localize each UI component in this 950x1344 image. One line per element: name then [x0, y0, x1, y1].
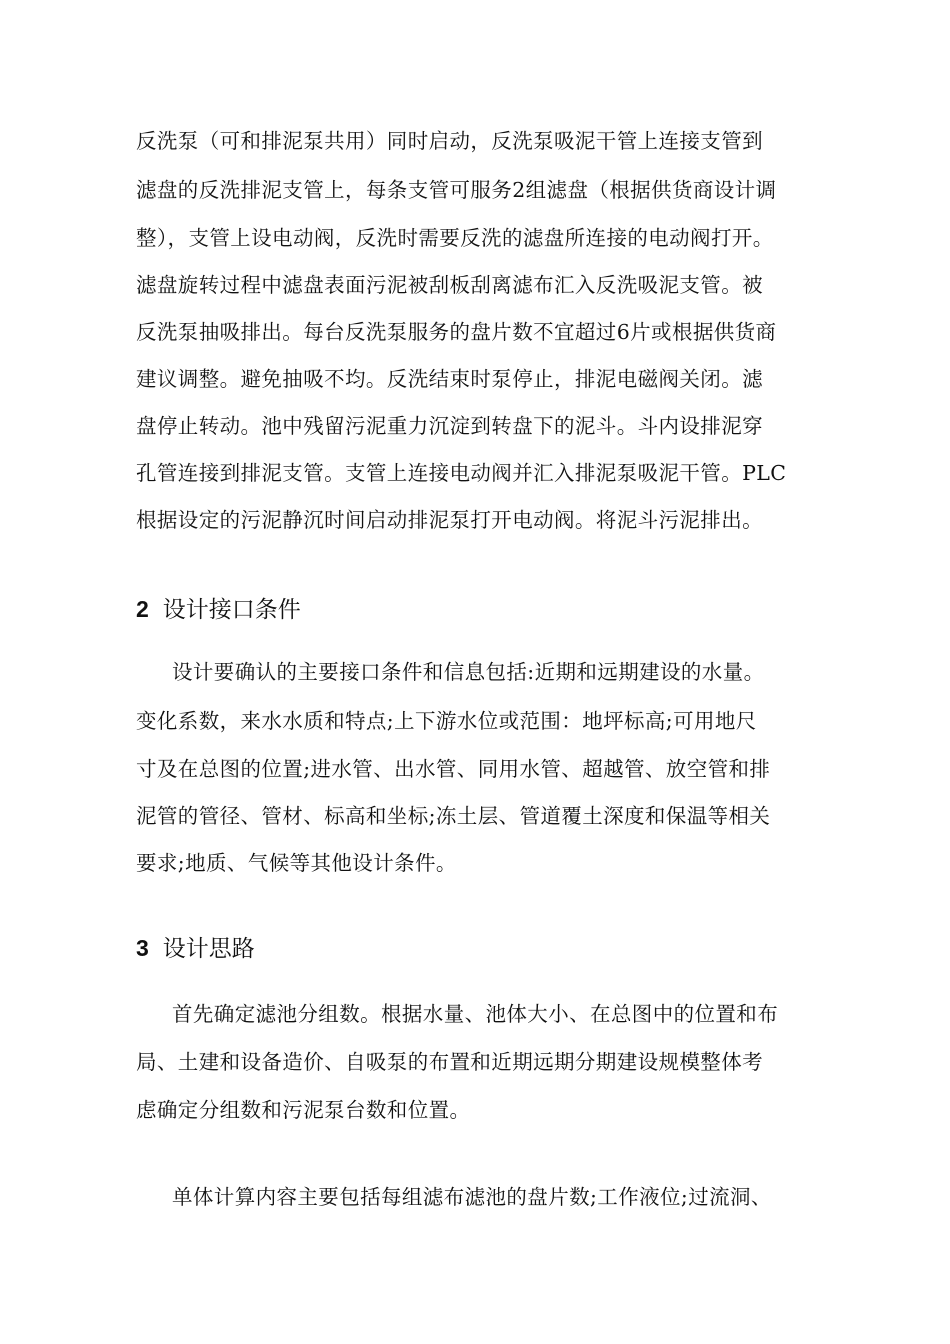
section-number: 3	[136, 935, 149, 961]
text-line: 滤盘旋转过程中滤盘表面污泥被刮板刮离滤布汇入反洗吸泥支管。被	[136, 273, 763, 297]
section-heading-design-approach	[136, 931, 255, 966]
text-line: 单体计算内容主要包括每组滤布滤池的盘片数;工作液位;过流洞、	[172, 1185, 772, 1209]
text-line: 反洗泵（可和排泥泵共用）同时启动，反洗泵吸泥干管上连接支管到	[136, 129, 763, 153]
text-line: 滤盘的反洗排泥支管上，每条支管可服务2组滤盘（根据供货商设计调	[136, 178, 777, 202]
text-line: 整），支管上设电动阀，反洗时需要反洗的滤盘所连接的电动阀打开。	[136, 226, 774, 250]
section-title: 设计思路	[162, 936, 255, 962]
text-line: 孔管连接到排泥支管。支管上连接电动阀并汇入排泥泵吸泥干管。PLC	[136, 461, 787, 485]
text-line: 变化系数，来水水质和特点;上下游水位或范围：地坪标高;可用地尺	[136, 709, 757, 733]
section-title: 设计接口条件	[162, 597, 301, 623]
text-line: 建议调整。避免抽吸不均。反洗结束时泵停止，排泥电磁阀关闭。滤	[136, 367, 763, 391]
text-line: 设计要确认的主要接口条件和信息包括:近期和远期建设的水量。	[172, 660, 765, 684]
paragraph-calculation	[136, 1180, 772, 1214]
section-heading-interface	[136, 592, 301, 627]
text-line: 根据设定的污泥静沉时间启动排泥泵打开电动阀。将泥斗污泥排出。	[136, 508, 763, 532]
text-line: 要求;地质、气候等其他设计条件。	[136, 851, 457, 875]
paragraph-backwash	[136, 124, 786, 537]
text-line: 反洗泵抽吸排出。每台反洗泵服务的盘片数不宜超过6片或根据供货商	[136, 320, 777, 344]
text-line: 虑确定分组数和污泥泵台数和位置。	[136, 1098, 471, 1122]
text-line: 寸及在总图的位置;进水管、出水管、同用水管、超越管、放空管和排	[136, 757, 771, 781]
text-line: 泥管的管径、管材、标高和坐标;冻土层、管道覆土深度和保温等相关	[136, 804, 771, 828]
text-line: 局、土建和设备造价、自吸泵的布置和近期远期分期建设规模整体考	[136, 1050, 763, 1074]
section-number: 2	[136, 596, 149, 622]
paragraph-grouping	[136, 997, 778, 1127]
text-line: 盘停止转动。池中残留污泥重力沉淀到转盘下的泥斗。斗内设排泥穿	[136, 414, 763, 438]
text-line: 首先确定滤池分组数。根据水量、池体大小、在总图中的位置和布	[172, 1002, 779, 1026]
paragraph-interface-conditions	[136, 655, 770, 880]
